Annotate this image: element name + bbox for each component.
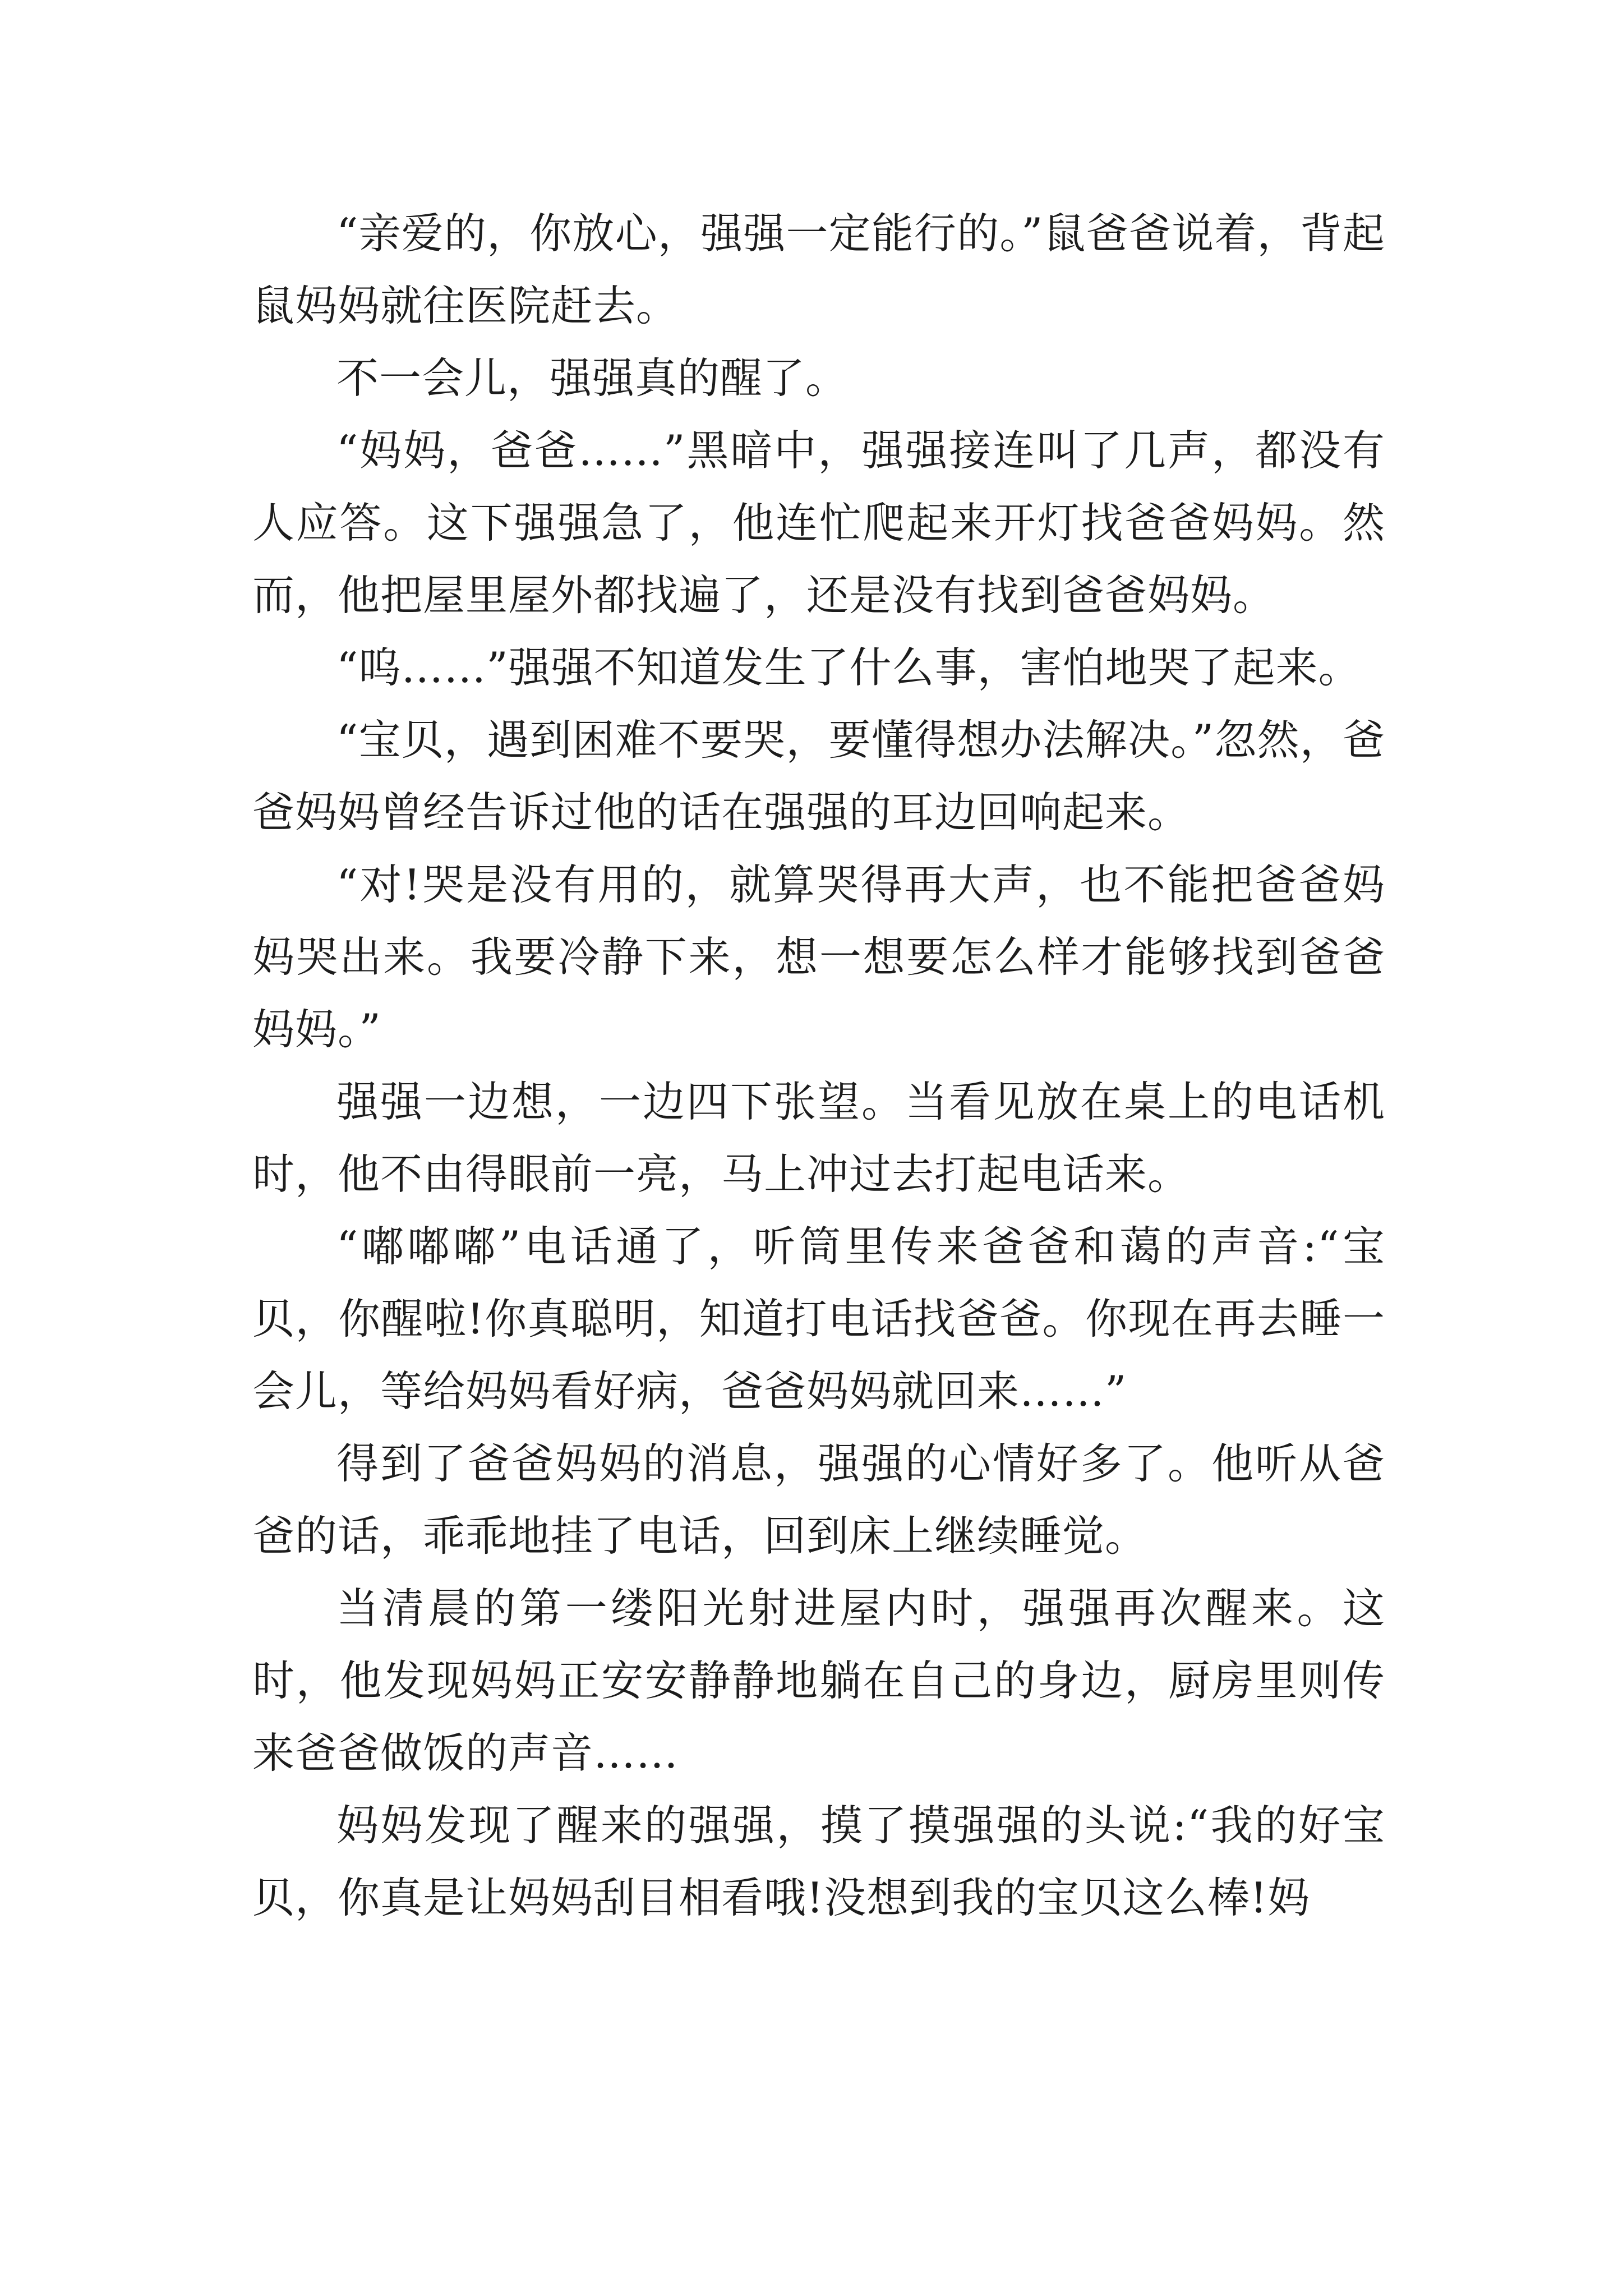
paragraph-3: “妈妈，爸爸……”黑暗中，强强接连叫了几声，都没有人应答。这下强强急了，他连忙爬起来开灯找爸爸妈妈。然而，他把屋里屋外都找遍了，还是没有找到爸爸妈妈。 [252,426,1385,620]
paragraph-11: 妈妈发现了醒来的强强，摸了摸强强的头说:“我的好宝贝，你真是让妈妈刮目相看哦!没想到我的宝贝这么棒!妈 [252,1801,1385,1922]
paragraph-5: “宝贝，遇到困难不要哭，要懂得想办法解决。”忽然，爸爸妈妈曾经告诉过他的话在强强的耳边回响起来。 [252,715,1385,837]
paragraph-4: “呜……”强强不知道发生了什么事，害怕地哭了起来。 [336,643,1361,692]
paragraph-10: 当清晨的第一缕阳光射进屋内时，强强再次醒来。这时，他发现妈妈正安安静静地躺在自己的身边，厨房里则传来爸爸做饭的声音…… [252,1584,1385,1778]
paragraph-9: 得到了爸爸妈妈的消息，强强的心情好多了。他听从爸爸的话，乖乖地挂了电话，回到床上继续睡觉。 [252,1439,1385,1561]
paragraph-7: 强强一边想，一边四下张望。当看见放在桌上的电话机时，他不由得眼前一亮，马上冲过去打起电话来。 [252,1077,1385,1199]
paragraph-1: “亲爱的，你放心，强强一定能行的。”鼠爸爸说着，背起鼠妈妈就往医院赶去。 [252,209,1385,330]
paragraph-6: “对!哭是没有用的，就算哭得再大声，也不能把爸爸妈妈哭出来。我要冷静下来，想一想要怎么样才能够找到爸爸妈妈。” [252,860,1385,1054]
document-page [252,197,1385,1934]
paragraph-2: 不一会儿，强强真的醒了。 [336,353,849,403]
paragraph-8: “嘟嘟嘟”电话通了，听筒里传来爸爸和蔼的声音:“宝贝，你醒啦!你真聪明，知道打电话找爸爸。你现在再去睡一会儿，等给妈妈看好病，爸爸妈妈就回来……” [252,1222,1385,1416]
